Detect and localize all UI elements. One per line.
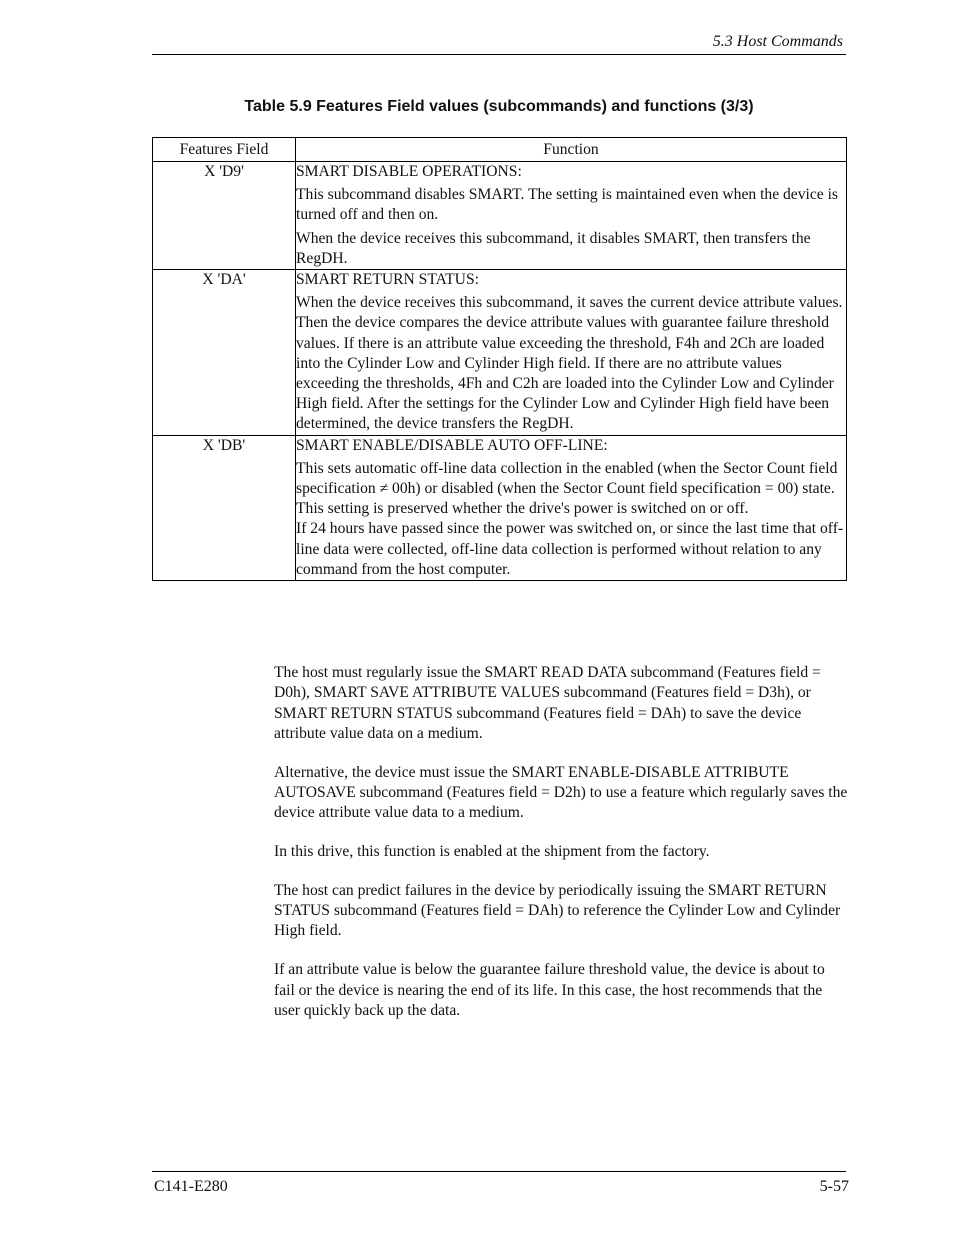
body-paragraph: The host can predict failures in the device by periodically issuing the SMART RETURN STATUS subcommand (Features field = DAh) to reference the Cylinder Low and Cylinder High field. <box>274 881 841 940</box>
function-title: SMART RETURN STATUS: <box>296 271 479 289</box>
body-text <box>274 663 849 1040</box>
features-table <box>152 137 847 581</box>
document-id: C141-E280 <box>154 1178 228 1195</box>
table-caption: Table 5.9 Features Field values (subcommands) and functions (3/3) <box>244 98 754 115</box>
function-description: If 24 hours have passed since the power was switched on, or since the last time that off-line data were collected, off-line data collection is performed without relation to any command from the host computer. <box>296 520 844 578</box>
footer-rule <box>152 1171 846 1172</box>
body-paragraph: If an attribute value is below the guarantee failure threshold value, the device is about to fail or the device is nearing the end of its life. In this case, the host recommends that the user quickly back up the data. <box>274 961 825 1019</box>
body-paragraph: The host must regularly issue the SMART READ DATA subcommand (Features field = D0h), SMART SAVE ATTRIBUTE VALUES subcommand (Features field = D3h), or SMART RETURN STATUS subcommand (Features field = DAh) to save the device attribute value data on a medium. <box>274 664 821 742</box>
function-description: When the device receives this subcommand, it disables SMART, then transfers the RegDH. <box>296 229 811 267</box>
function-title: SMART ENABLE/DISABLE AUTO OFF-LINE: <box>296 436 608 454</box>
column-header-function: Function <box>296 138 847 162</box>
page-number: 5-57 <box>819 1178 849 1195</box>
table-row <box>153 162 847 270</box>
features-field-value: X 'DB' <box>153 435 296 580</box>
header-rule <box>152 54 846 55</box>
function-cell <box>296 162 847 270</box>
function-cell <box>296 270 847 436</box>
body-paragraph: In this drive, this function is enabled at the shipment from the factory. <box>274 843 710 861</box>
features-field-value: X 'DA' <box>153 270 296 436</box>
function-title: SMART DISABLE OPERATIONS: <box>296 163 522 180</box>
function-description: When the device receives this subcommand, it saves the current device attribute values. Then the device compares the device attribute values with guarantee failure threshold values. If there is an attribute value exceeding the threshold, F4h and 2Ch are loaded into the Cylinder Low and Cylinder High field. If there are no attribute values exceeding the thresholds, 4Fh and C2h are loaded into the Cylinder Low and Cylinder High field. After the settings for the Cylinder Low and Cylinder High field have been determined, the device transfers the RegDH. <box>296 294 843 433</box>
function-cell <box>296 435 847 580</box>
column-header-features-field: Features Field <box>153 138 296 162</box>
features-field-value: X 'D9' <box>153 162 296 270</box>
running-header: 5.3 Host Commands <box>712 33 843 50</box>
function-description: This subcommand disables SMART. The setting is maintained even when the device is turned off and then on. <box>296 186 839 224</box>
function-description: This sets automatic off-line data collection in the enabled (when the Sector Count field specification ≠ 00h) or disabled (when the Sector Count field specification = 00) state. This setting is preserved whether the drive's power is switched on or off. <box>296 459 838 518</box>
table-row <box>153 270 847 436</box>
body-paragraph: Alternative, the device must issue the SMART ENABLE-DISABLE ATTRIBUTE AUTOSAVE subcommand (Features field = D2h) to use a feature which regularly saves the device attribute value data to a medium. <box>274 763 848 822</box>
table-row <box>153 435 847 580</box>
table-header-row <box>153 138 847 162</box>
